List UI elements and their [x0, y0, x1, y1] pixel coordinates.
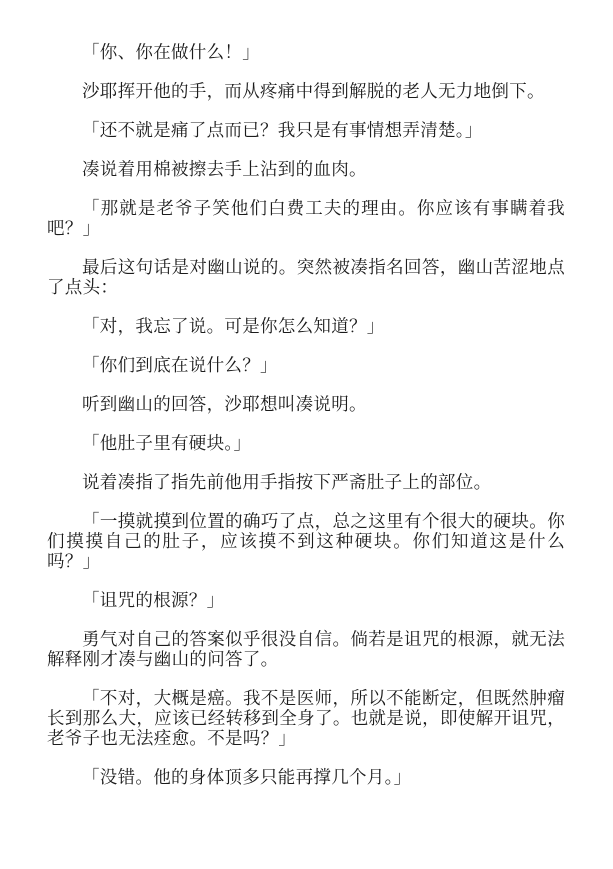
paragraph-narration: 听到幽山的回答，沙耶想叫凑说明。	[82, 394, 367, 414]
paragraph-dialogue: 「他肚子里有硬块。」	[82, 433, 252, 453]
paragraph-dialogue: 「不对，大概是癌。我不是医师，所以不能断定，但既然肿瘤长到那么大，应该已经转移到全身了。也就是说，即使解开诅咒，老爷子也无法痊愈。不是吗？」	[47, 688, 565, 748]
paragraph-dialogue: 「一摸就摸到位置的确巧了点，总之这里有个很大的硬块。你们摸摸自己的肚子，应该摸不到这种硬块。你们知道这是什么吗？」	[47, 511, 565, 571]
paragraph-dialogue: 「那就是老爷子笑他们白费工夫的理由。你应该有事瞒着我吧？」	[47, 198, 565, 238]
paragraph-dialogue: 「你、你在做什么！」	[82, 42, 260, 62]
paragraph-dialogue: 「诅咒的根源？」	[82, 590, 225, 610]
paragraph-dialogue: 「对，我忘了说。可是你怎么知道？」	[82, 316, 385, 336]
paragraph-narration: 最后这句话是对幽山说的。突然被凑指名回答，幽山苦涩地点了点头：	[47, 257, 565, 297]
paragraph-dialogue: 「还不就是痛了点而已？我只是有事情想弄清楚。」	[82, 120, 483, 140]
paragraph-narration: 凑说着用棉被擦去手上沾到的血肉。	[82, 159, 367, 179]
paragraph-dialogue: 「你们到底在说什么？」	[82, 355, 278, 375]
paragraph-dialogue: 「没错。他的身体顶多只能再撑几个月。」	[82, 767, 412, 787]
paragraph-narration: 说着凑指了指先前他用手指按下严斋肚子上的部位。	[82, 472, 492, 492]
paragraph-narration: 勇气对自己的答案似乎很没自信。倘若是诅咒的根源，就无法解释刚才凑与幽山的问答了。	[47, 629, 565, 669]
paragraph-narration: 沙耶挥开他的手，而从疼痛中得到解脱的老人无力地倒下。	[82, 81, 545, 101]
